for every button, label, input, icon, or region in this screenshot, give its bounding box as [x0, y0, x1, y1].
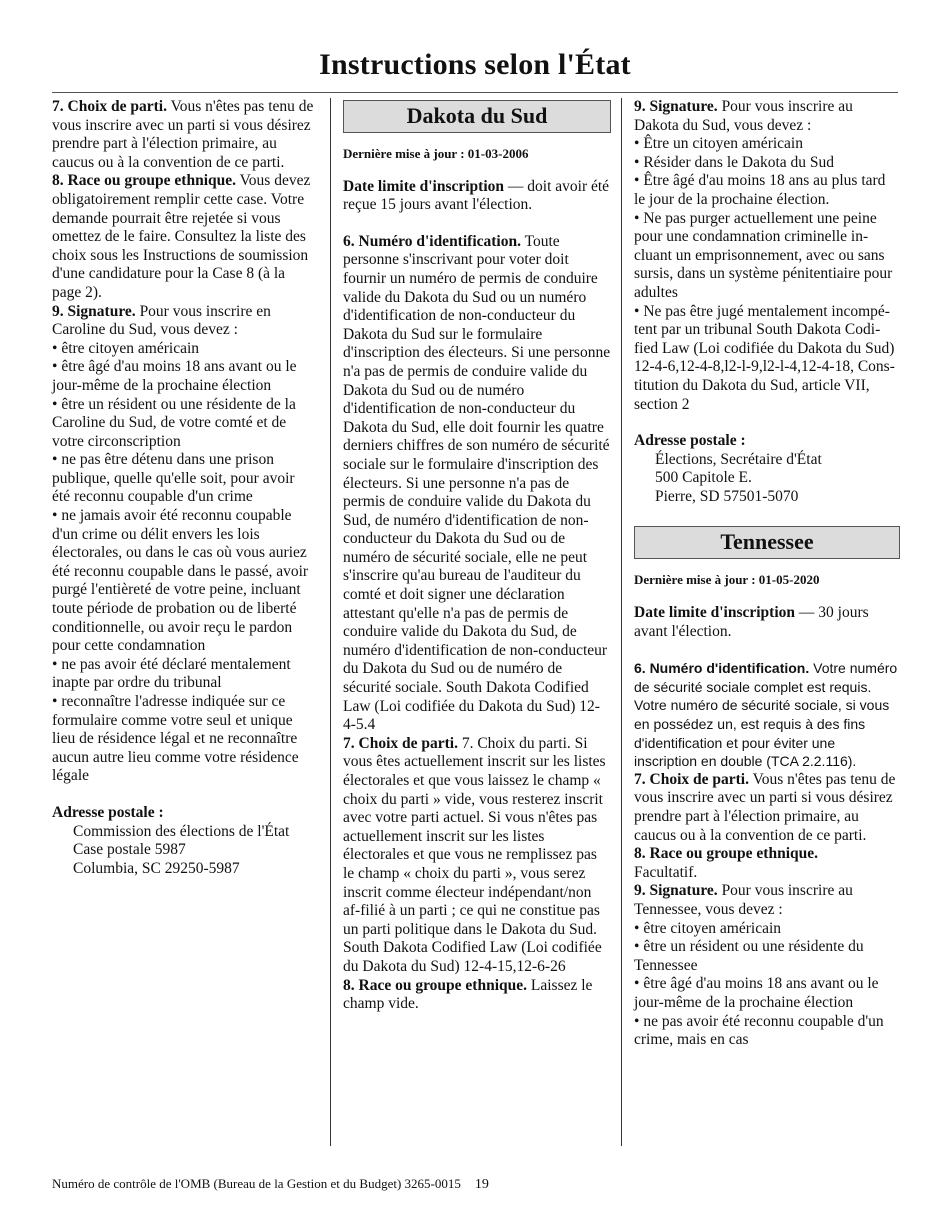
party-choice: 7. Choix de parti. 7. Choix du parti. Si vous êtes actuellement inscrit sur les listes électorales et que vous laissez le champ « choix du parti » vide, vous resterez inscrit avec votre parti actuel. Si vous n'êtes pas actuellement inscrit sur les listes électorales et que vous ne remplissez pas le champ « choix du parti », vous serez inscrit comme électeur indépendant/non af-filié à un parti ; ce qui ne constitue pas un parti politique dans le Dakota du Sud. South Dakota Codified Law (Loi codifiée du Dakota du Sud) 12-4-15,12-6-26: [343, 734, 606, 975]
registration-deadline: Date limite d'inscription — 30 jours avant l'élection.: [634, 604, 869, 640]
column-divider: [621, 98, 622, 1146]
party-choice: 7. Choix de parti. Vous n'êtes pas tenu de vous inscrire avec un parti si vous désirez prendre part à l'élection primaire, au caucus ou à la convention de ce parti.: [634, 770, 896, 844]
race-ethnicity: 8. Race ou groupe ethnique. Vous devez obligatoirement remplir cette case. Votre demande pourrait être rejetée si vous omettez de le faire. Consultez la liste des choix sous les Instructions de soumission d'une candidature pour la Case 8 (à la page 2).: [52, 172, 311, 301]
list-item: • Être un citoyen américain: [634, 135, 900, 154]
last-updated: Dernière mise à jour : 01-05-2020: [634, 572, 820, 588]
omb-control-number: Numéro de contrôle de l'OMB (Bureau de la Gestion et du Budget) 3265-0015: [52, 1176, 461, 1191]
address-line: 500 Capitole E.: [655, 469, 752, 487]
id-number: 6. Numéro d'identification. Toute personne s'inscrivant pour voter doit fournir un numéro de permis de conduire valide du Dakota du Sud ou un numéro d'identification de non-conducteur du Dakota du Sud sur le formulaire d'inscription des électeurs. Si une personne n'a pas de permis de conduire valide du Dakota du Sud ou de numéro d'identification de non-conducteur du Dakota du Sud, elle doit fournir les quatre derniers chiffres de son numéro de sécurité sociale sur le formulaire d'inscription des électeurs. Si une personne n'a pas de permis de conduire valide du Dakota du Sud, de numéro d'identification de non-conducteur du Dakota du Sud ou de numéro de sécurité sociale, elle ne peut s'inscrire qu'au bureau de l'auditeur du comté et doit signer une déclaration attestant qu'elle n'a pas de permis de conduire valide du Dakota du Sud, de numéro d'identification de non-conducteur du Dakota du Sud ou de numéro de sécurité sociale. South Dakota Codified Law (Loi codifiée du Dakota du Sud) 12-4-5.4: [343, 232, 611, 734]
title-rule: [52, 92, 898, 93]
page-footer: [52, 1176, 489, 1193]
race-ethnicity-value: Facultatif.: [634, 863, 698, 881]
list-item: • ne jamais avoir été reconnu coupable d'un crime ou délit envers les lois électorales, ou dans le cas où vous auriez été reconnu coupable dans le passé, avoir purgé l'entièreté de votre peine, incluant toute période de probation ou de liberté conditionnelle, ou avoir reçu le pardon pour cette condamnation: [52, 507, 316, 656]
state-heading-tennessee: Tennessee: [634, 526, 900, 559]
address-line: Case postale 5987: [73, 841, 186, 859]
mailing-address-heading: Adresse postale :: [52, 803, 164, 821]
list-item: • Ne pas être jugé mentalement incompé-tent par un tribunal South Dakota Codi-fied Law (Loi codifiée du Dakota du Sud) 12-4-6,12-4-8,l2-l-9,l2-l-4,12-4-18, Cons-titution du Dakota du Sud, article VII, section 2: [634, 303, 900, 415]
mailing-address-heading: Adresse postale :: [634, 432, 746, 450]
list-item: • ne pas avoir été déclaré mentalement inapte par ordre du tribunal: [52, 656, 316, 693]
list-item: • être citoyen américain: [634, 920, 900, 939]
address-line: Columbia, SC 29250-5987: [73, 859, 240, 877]
address-line: Pierre, SD 57501-5070: [655, 487, 799, 505]
signature: 9. Signature. Pour vous inscrire au Tennessee, vous devez :: [634, 882, 853, 918]
race-ethnicity-heading: 8. Race ou groupe ethnique.: [634, 845, 819, 863]
state-heading-south-dakota: Dakota du Sud: [343, 100, 611, 133]
list-item: • ne pas avoir été reconnu coupable d'un crime, mais en cas: [634, 1013, 900, 1050]
list-item: • être âgé d'au moins 18 ans avant ou le jour-même de la prochaine élection: [52, 358, 316, 395]
list-item: • Ne pas purger actuellement une peine pour une condamnation criminelle in-cluant un emprisonnement, avec ou sans sursis, dans un système pénitentiaire pour adultes: [634, 210, 900, 303]
list-item: • reconnaître l'adresse indiquée sur ce formulaire comme votre seul et unique lieu de résidence légal et ne reconnaître aucun autre lieu comme votre résidence légale: [52, 693, 316, 786]
list-item: • être citoyen américain: [52, 340, 316, 359]
page-title: Instructions selon l'État: [319, 48, 631, 81]
last-updated: Dernière mise à jour : 01-03-2006: [343, 146, 529, 161]
list-item: • Être âgé d'au moins 18 ans au plus tard le jour de la prochaine élection.: [634, 172, 900, 209]
address-line: Commission des élections de l'État: [73, 822, 290, 840]
column-divider: [330, 98, 331, 1146]
address-line: Élections, Secrétaire d'État: [655, 450, 822, 468]
column-south-carolina: [52, 98, 316, 878]
list-item: • ne pas être détenu dans une prison publique, quelle qu'elle soit, pour avoir été reconnu coupable d'un crime: [52, 451, 316, 507]
party-choice: 7. Choix de parti. Vous n'êtes pas tenu de vous inscrire avec un parti si vous désirez prendre part à l'élection primaire, au caucus ou à la convention de ce parti.: [52, 98, 314, 171]
column-tennessee: [634, 98, 900, 1050]
page-number: 19: [474, 1177, 489, 1192]
id-number: 6. Numéro d'identification. Votre numéro de sécurité sociale complet est requis. Votre numéro de sécurité sociale, si vous en possédez un, est requis à des fins d'identification et pour éviter une inscription en double (TCA 2.2.116).: [634, 660, 898, 770]
column-south-dakota: [343, 98, 611, 1014]
list-item: • Résider dans le Dakota du Sud: [634, 154, 900, 173]
race-ethnicity: 8. Race ou groupe ethnique. Laissez le champ vide.: [343, 976, 593, 1013]
signature: 9. Signature. Pour vous inscrire en Caroline du Sud, vous devez :: [52, 302, 271, 339]
signature: 9. Signature. Pour vous inscrire au Dakota du Sud, vous devez :: [634, 98, 853, 134]
list-item: • être un résident ou une résidente du Tennessee: [634, 938, 900, 975]
registration-deadline: Date limite d'inscription — doit avoir été reçue 15 jours avant l'élection.: [343, 177, 610, 214]
list-item: • être un résident ou une résidente de la Caroline du Sud, de votre comté et de votre circonscription: [52, 396, 316, 452]
list-item: • être âgé d'au moins 18 ans avant ou le jour-même de la prochaine élection: [634, 975, 900, 1012]
